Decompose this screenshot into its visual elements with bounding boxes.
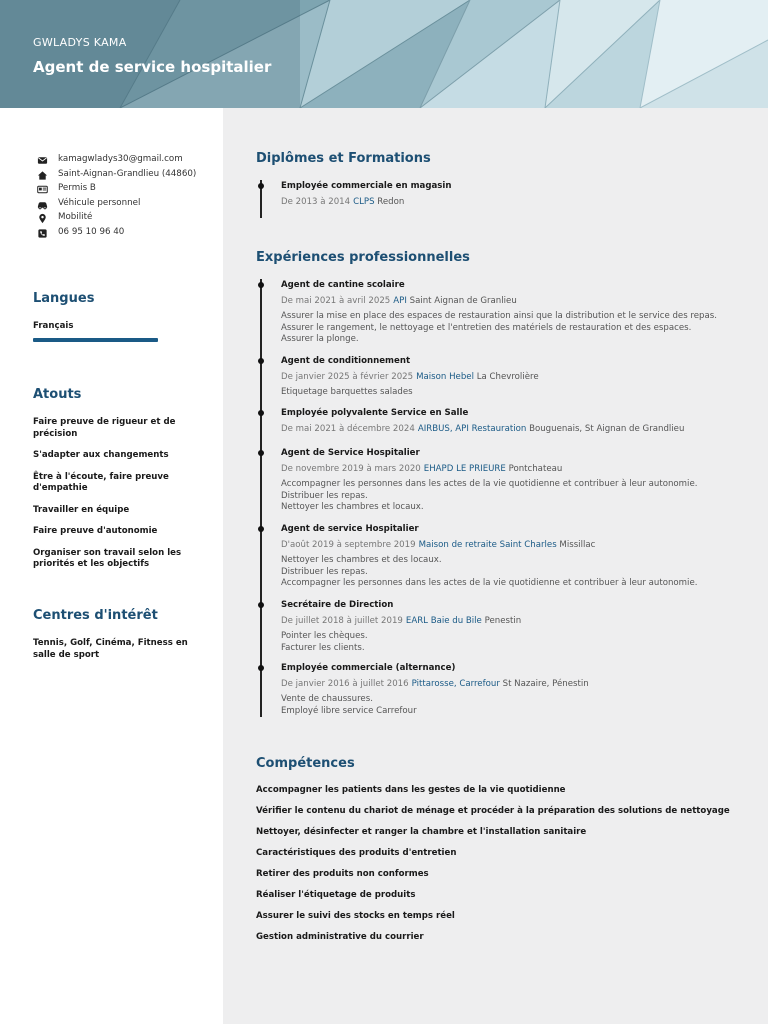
contact-vehicle: [36, 198, 216, 210]
contact-license: [36, 183, 216, 195]
timeline-dot: [258, 410, 264, 416]
entry-org: EHAPD LE PRIEURE: [423, 464, 506, 474]
entry-title: Agent de service Hospitalier: [281, 524, 419, 534]
timeline-dot: [258, 358, 264, 364]
header-banner: [0, 0, 768, 108]
strength-item: Faire preuve d'autonomie: [33, 526, 158, 536]
candidate-name: GWLADYS KAMA: [33, 36, 127, 49]
contact-mobility: [36, 212, 216, 224]
contact-license-text: Permis B: [58, 183, 96, 193]
language-level-bar: [33, 338, 158, 342]
experience-entry: [281, 356, 751, 399]
entry-org: AIRBUS, API Restauration: [417, 424, 527, 434]
entry-location: Pontchateau: [508, 464, 563, 474]
entry-meta: [281, 424, 751, 435]
skills-list: [256, 785, 756, 953]
entry-dates: De juillet 2018 à juillet 2019: [281, 616, 403, 626]
experience-heading: Expériences professionnelles: [256, 250, 470, 265]
entry-dates: De janvier 2025 à février 2025: [281, 372, 414, 382]
entry-title: Employée polyvalente Service en Salle: [281, 408, 469, 418]
skill-item: Assurer le suivi des stocks en temps réel: [256, 911, 455, 921]
interests-list: [33, 638, 193, 671]
entry-org: Maison de retraite Saint Charles: [418, 540, 557, 550]
entry-title: Agent de conditionnement: [281, 356, 411, 366]
strengths-heading: Atouts: [33, 387, 82, 402]
entry-description-line: Distribuer les repas.: [281, 566, 368, 577]
timeline-dot: [258, 450, 264, 456]
entry-meta: [281, 540, 751, 551]
entry-dates: De janvier 2016 à juillet 2016: [281, 679, 409, 689]
entry-description-line: Accompagner les personnes dans les actes de la vie quotidienne et contribuer à leur autonomie.: [281, 479, 698, 489]
strength-item: S'adapter aux changements: [33, 450, 169, 460]
entry-location: Penestin: [484, 616, 522, 626]
skill-item: Vérifier le contenu du chariot de ménage et procéder à la préparation des solutions de nettoyage: [256, 806, 730, 816]
skill-item: Gestion administrative du courrier: [256, 932, 424, 942]
entry-meta: [281, 464, 751, 475]
entry-description: [281, 631, 751, 654]
entry-title: Secrétaire de Direction: [281, 600, 394, 610]
experience-entry: [281, 663, 751, 717]
skill-item: Retirer des produits non conformes: [256, 869, 429, 879]
entry-description-line: Accompagner les personnes dans les actes de la vie quotidienne et contribuer à leur autonomie.: [281, 578, 698, 589]
strength-item: Faire preuve de rigueur et de précision: [33, 417, 176, 439]
timeline-dot: [258, 526, 264, 532]
diploma-entry: [281, 181, 751, 208]
entry-description: [281, 555, 751, 590]
experience-entry: [281, 524, 751, 590]
entry-description-line: Vente de chaussures.: [281, 694, 373, 704]
entry-dates: De 2013 à 2014: [281, 197, 351, 207]
entry-org: Pittarosse, Carrefour: [411, 679, 500, 689]
entry-title: Agent de cantine scolaire: [281, 280, 405, 290]
entry-description-line: Assurer la mise en place des espaces de restauration ainsi que la distribution et le service des repas.: [281, 311, 717, 321]
entry-description-line: Employé libre service Carrefour: [281, 705, 417, 716]
experience-timeline-line: [260, 279, 262, 717]
strength-item: Travailler en équipe: [33, 504, 130, 515]
phone-icon: [37, 228, 48, 239]
interest-item: Tennis, Golf, Cinéma, Fitness en salle de sport: [33, 638, 188, 660]
entry-meta: [281, 372, 751, 383]
entry-description: [281, 479, 751, 514]
strengths-list: [33, 417, 193, 581]
skill-item: Caractéristiques des produits d'entretien: [256, 848, 457, 858]
contact-vehicle-text: Véhicule personnel: [58, 197, 141, 208]
entry-title: Agent de Service Hospitalier: [281, 448, 420, 458]
car-icon: [37, 199, 48, 210]
skill-item: Réaliser l'étiquetage de produits: [256, 890, 416, 900]
contact-address-text: Saint-Aignan-Grandlieu (44860): [58, 168, 197, 179]
skill-item: Nettoyer, désinfecter et ranger la chambre et l'installation sanitaire: [256, 827, 587, 837]
strength-item: Organiser son travail selon les priorités et les objectifs: [33, 547, 182, 569]
languages-heading: Langues: [33, 291, 95, 306]
entry-meta: [281, 616, 751, 627]
timeline-dot: [258, 602, 264, 608]
timeline-dot: [258, 282, 264, 288]
language-item: Français: [33, 321, 74, 331]
entry-description-line: Assurer le rangement, le nettoyage et l'entretien des matériels de restauration et des espaces.: [281, 322, 692, 333]
entry-title: Employée commerciale (alternance): [281, 663, 456, 673]
entry-dates: D'août 2019 à septembre 2019: [281, 540, 416, 550]
timeline-dot: [258, 665, 264, 671]
experience-entry: [281, 448, 751, 514]
strength-item: Être à l'écoute, faire preuve d'empathie: [33, 471, 169, 493]
entry-location: Redon: [377, 197, 405, 207]
experience-entry: [281, 600, 751, 654]
entry-description-line: Pointer les chèques.: [281, 631, 368, 641]
entry-location: Missillac: [559, 540, 596, 550]
entry-dates: De novembre 2019 à mars 2020: [281, 464, 421, 474]
entry-location: Bouguenais, St Aignan de Grandlieu: [529, 424, 685, 434]
experience-entry: [281, 280, 751, 346]
contact-email[interactable]: [36, 154, 216, 166]
contact-mobility-text: Mobilité: [58, 212, 93, 222]
entry-org: Maison Hebel: [416, 372, 474, 382]
entry-location: Saint Aignan de Granlieu: [409, 296, 517, 306]
job-title: Agent de service hospitalier: [33, 58, 272, 76]
header-background-image: [0, 0, 768, 108]
location-pin-icon: [37, 213, 48, 224]
entry-org: EARL Baie du Bile: [405, 616, 482, 626]
entry-location: La Chevrolière: [476, 372, 539, 382]
interests-heading: Centres d'intérêt: [33, 608, 158, 623]
entry-description-line: Facturer les clients.: [281, 642, 365, 653]
entry-dates: De mai 2021 à décembre 2024: [281, 424, 415, 434]
entry-org: CLPS: [353, 197, 375, 207]
entry-meta: [281, 679, 751, 690]
timeline-dot: [258, 183, 264, 189]
home-icon: [37, 170, 48, 181]
entry-title: Employée commerciale en magasin: [281, 181, 452, 191]
entry-description: [281, 387, 751, 399]
entry-org: API: [393, 296, 407, 306]
skill-item: Accompagner les patients dans les gestes de la vie quotidienne: [256, 785, 566, 795]
experience-entry: [281, 408, 751, 435]
entry-description-line: Nettoyer les chambres et des locaux.: [281, 555, 442, 565]
contact-address: [36, 169, 216, 181]
entry-description-line: Distribuer les repas.: [281, 490, 368, 501]
id-card-icon: [37, 184, 48, 195]
contact-phone[interactable]: [36, 227, 216, 239]
envelope-icon: [37, 155, 48, 166]
skills-heading: Compétences: [256, 756, 355, 771]
entry-description-line: Etiquetage barquettes salades: [281, 387, 413, 397]
entry-description: [281, 311, 751, 346]
contact-list: [36, 154, 216, 241]
entry-meta: [281, 296, 751, 307]
entry-location: St Nazaire, Pénestin: [502, 679, 589, 689]
entry-description-line: Assurer la plonge.: [281, 334, 359, 345]
entry-description-line: Nettoyer les chambres et locaux.: [281, 502, 424, 513]
entry-description: [281, 694, 751, 717]
diplomas-heading: Diplômes et Formations: [256, 151, 431, 166]
entry-dates: De mai 2021 à avril 2025: [281, 296, 391, 306]
entry-meta: [281, 197, 751, 208]
contact-email-text: kamagwladys30@gmail.com: [58, 154, 183, 164]
contact-phone-text: 06 95 10 96 40: [58, 226, 125, 237]
